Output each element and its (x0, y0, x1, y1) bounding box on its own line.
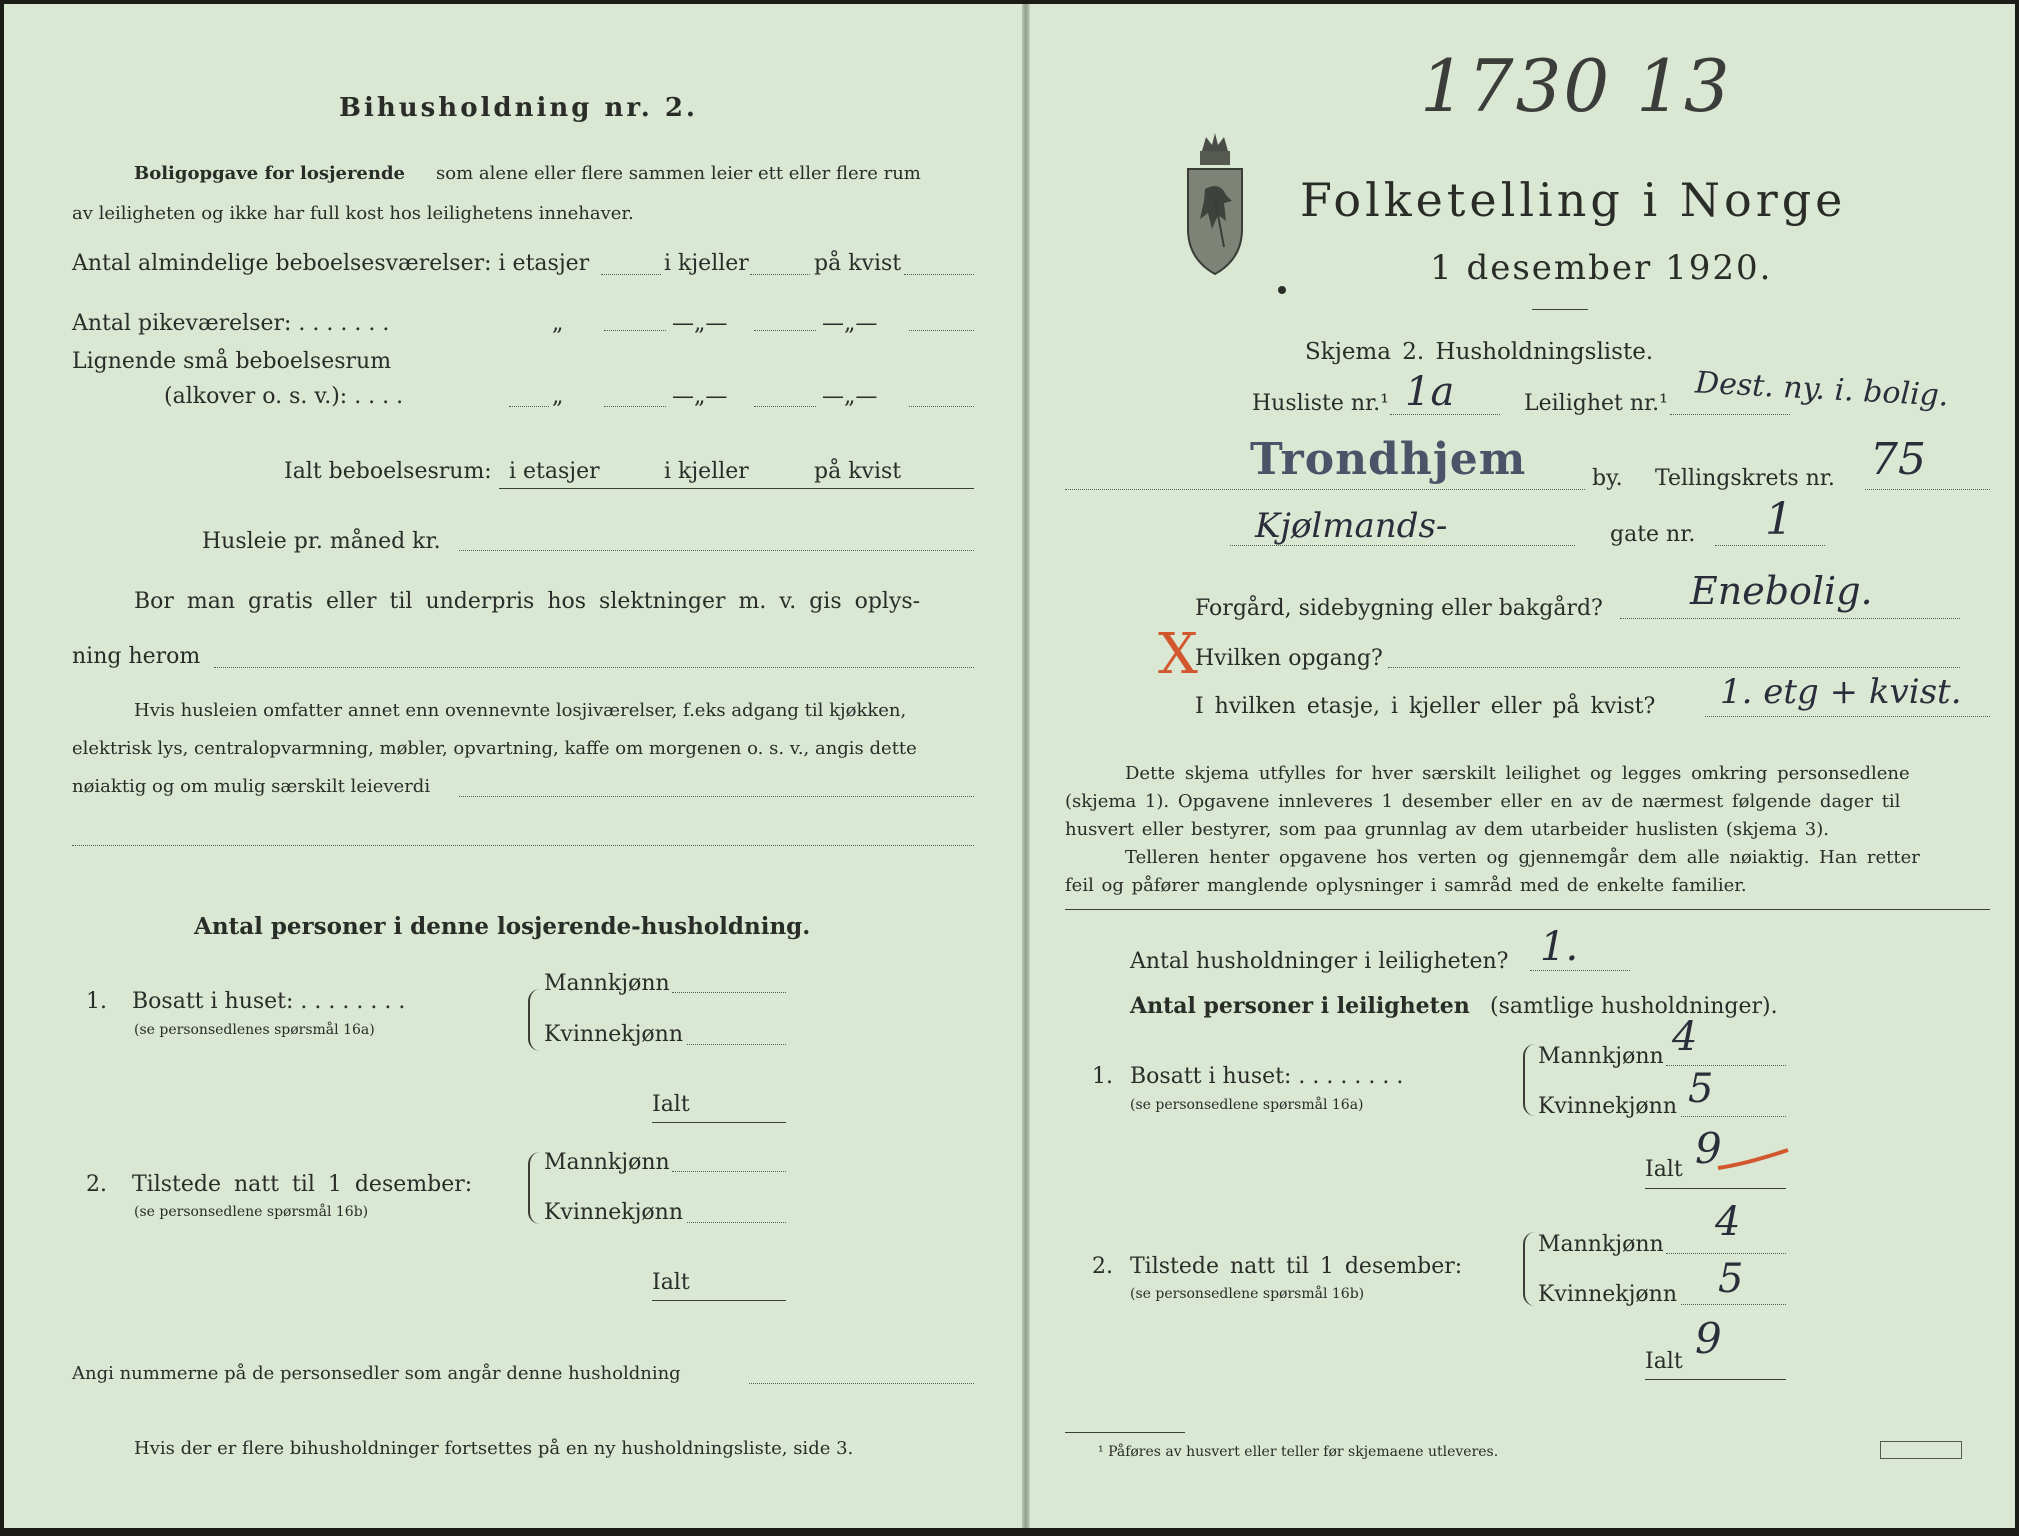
l-q1-brace (528, 989, 540, 1051)
r-q2-ialt-line (1645, 1379, 1786, 1380)
l-q2-note: (se personsedlene spørsmål 16b) (134, 1204, 369, 1220)
ialt-kjeller: i kjeller (664, 459, 749, 484)
census-sheet (4, 4, 2015, 1528)
pike-line-3 (909, 330, 974, 331)
ialt-kvist: på kvist (814, 459, 902, 484)
persons-title: Antal personer i denne losjerende-husholdning. (194, 913, 811, 940)
r-q1-kvinne-line (1681, 1116, 1786, 1117)
rooms-kvist-line (904, 274, 974, 275)
l-q2-kvinne: Kvinnekjønn (544, 1200, 683, 1225)
street-value: Kjølmands- (1255, 506, 1448, 546)
l-q2-mann: Mannkjønn (544, 1150, 670, 1175)
l-q2-brace (528, 1152, 540, 1224)
r-q2-label: Tilstede natt til 1 desember: (1130, 1254, 1463, 1279)
l-q1-ialt: Ialt (652, 1092, 690, 1117)
info-2: (skjema 1). Opgavene innleveres 1 desember eller en av de nærmest følgende dager til (1065, 791, 1901, 812)
l-q1-ialt-line (652, 1122, 786, 1123)
l-q2-label: Tilstede natt til 1 desember: (132, 1172, 473, 1197)
krets-label: Tellingskrets nr. (1655, 466, 1835, 491)
extra-line-2 (72, 845, 974, 846)
rent-line (459, 550, 974, 551)
left-title: Bihusholdning nr. 2. (339, 93, 698, 123)
small-line-3 (909, 406, 974, 407)
intro-rest-2: av leiligheten og ikke har full kost hos leilighetens innehaver. (72, 203, 634, 224)
ialt-rooms-line (499, 488, 974, 489)
left-page (4, 4, 1022, 1528)
small-ditto-3: —„— (822, 384, 878, 409)
gate-line (1715, 545, 1825, 546)
r-q1-note: (se personsedlene spørsmål 16a) (1130, 1097, 1364, 1113)
r-q1-ialt-line (1645, 1188, 1786, 1189)
l-q1-mann-line (672, 992, 786, 993)
l-q2-mann-line (672, 1171, 786, 1172)
l-q1-kvinne-line (687, 1044, 786, 1045)
etasje-label: I hvilken etasje, i kjeller eller på kvist? (1195, 694, 1656, 719)
rooms-label: Antal almindelige beboelsesværelser: i etasjer (72, 251, 590, 276)
r-q1-ialt-value: 9 (1695, 1124, 1722, 1173)
r-q2-mann-label: Mannkjønn (1538, 1232, 1664, 1257)
forgard-label: Forgård, sidebygning eller bakgård? (1195, 596, 1603, 621)
red-check-mark (1716, 1146, 1792, 1172)
forgard-value: Enebolig. (1690, 569, 1873, 613)
persons-rest: (samtlige husholdninger). (1490, 994, 1778, 1019)
ialt-etasjer: i etasjer (509, 459, 600, 484)
info-5: feil og påfører manglende oplysninger i samråd med de enkelte familier. (1065, 875, 1747, 896)
footnote: ¹ Påføres av husvert eller teller før skjemaene utleveres. (1098, 1444, 1499, 1460)
households-line (1530, 970, 1630, 971)
rooms-etasjer-line (601, 274, 661, 275)
l-q1-note: (se personsedlenes spørsmål 16a) (134, 1022, 375, 1038)
extra-1: Hvis husleien omfatter annet enn ovennevnte losjiværelser, f.eks adgang til kjøkken, (134, 700, 907, 721)
intro-rest-1: som alene eller flere sammen leier ett eller flere rum (436, 163, 921, 184)
gratis-2: ning herom (72, 644, 201, 669)
r-q1-mann-value: 4 (1672, 1014, 1698, 1060)
persons-bold: Antal personer i leiligheten (1130, 993, 1470, 1019)
opgang-label: Hvilken opgang? (1195, 646, 1383, 671)
info-4: Telleren henter opgavene hos verten og gjennemgår dem alle nøiaktig. Han retter (1125, 847, 1920, 868)
r-q1-kvinne-value: 5 (1688, 1066, 1714, 1112)
extra-2: elektrisk lys, centralopvarmning, møbler, opvartning, kaffe om morgenen o. s. v., angis dette (72, 738, 917, 759)
printer-mark (1880, 1441, 1962, 1459)
husliste-label: Husliste nr.¹ (1252, 391, 1389, 416)
r-q2-num: 2. (1092, 1254, 1113, 1279)
numbers-label: Angi nummerne på de personsedler som angår denne husholdning (72, 1363, 681, 1384)
pike-ditto: „ (552, 311, 564, 336)
extra-3: nøiaktig og om mulig særskilt leieverdi (72, 776, 431, 797)
rooms-kjeller-line (750, 274, 810, 275)
l-q2-ialt-line (652, 1300, 786, 1301)
small-rooms-2: (alkover o. s. v.): . . . . (164, 384, 404, 409)
r-q1-brace (1523, 1044, 1535, 1116)
handwritten-number: 1730 13 (1420, 44, 1732, 128)
etasje-value: 1. etg + kvist. (1720, 672, 1962, 712)
l-q2-ialt: Ialt (652, 1270, 690, 1295)
r-q2-note: (se personsedlene spørsmål 16b) (1130, 1286, 1365, 1302)
r-q2-kvinne-label: Kvinnekjønn (1538, 1282, 1677, 1307)
pike-ditto-3: —„— (822, 311, 878, 336)
left-footer: Hvis der er flere bihusholdninger fortsettes på en ny husholdningsliste, side 3. (134, 1438, 854, 1459)
r-q2-mann-value: 4 (1715, 1199, 1741, 1245)
krets-value: 75 (1870, 434, 1926, 485)
r-q2-kvinne-line (1681, 1304, 1786, 1305)
small-rooms-1: Lignende små beboelsesrum (72, 349, 392, 374)
r-q2-kvinne-value: 5 (1718, 1256, 1744, 1302)
numbers-line (749, 1383, 974, 1384)
l-q1-label: Bosatt i huset: . . . . . . . . (132, 989, 406, 1014)
right-title: Folketelling i Norge (1300, 173, 1847, 227)
dot-mark (1278, 286, 1286, 294)
pike-label: Antal pikeværelser: . . . . . . . (72, 311, 390, 336)
city-stamp: Trondhjem (1250, 434, 1527, 485)
small-line-2 (754, 406, 816, 407)
right-date: 1 desember 1920. (1430, 248, 1773, 288)
r-q2-brace (1523, 1232, 1535, 1306)
l-q1-mann: Mannkjønn (544, 971, 670, 996)
small-ditto-2: —„— (672, 384, 728, 409)
r-q2-ialt-value: 9 (1695, 1314, 1722, 1363)
pike-ditto-2: —„— (672, 311, 728, 336)
gratis-1: Bor man gratis eller til underpris hos slektninger m. v. gis oplys- (134, 589, 921, 614)
footnote-divider (1065, 1432, 1185, 1433)
l-q1-kvinne: Kvinnekjønn (544, 1022, 683, 1047)
r-q1-kvinne-label: Kvinnekjønn (1538, 1094, 1677, 1119)
husliste-line (1390, 414, 1500, 415)
r-q2-mann-line (1666, 1253, 1786, 1254)
pike-line-1 (604, 330, 666, 331)
leilighet-label: Leilighet nr.¹ (1524, 391, 1668, 416)
ialt-rooms-label: Ialt beboelsesrum: (284, 459, 492, 484)
info-1: Dette skjema utfylles for hver særskilt leilighet og legges omkring personsedlene (1125, 763, 1910, 784)
coat-of-arms-icon (1180, 129, 1250, 279)
etasje-line (1705, 716, 1990, 717)
husliste-value: 1a (1405, 369, 1455, 415)
by-label: by. (1592, 466, 1623, 491)
leilighet-value: Dest. ny. i. bolig. (1694, 365, 1950, 414)
intro-bold: Boligopgave for losjerende (134, 163, 406, 184)
opgang-line (1388, 667, 1960, 668)
street-line (1230, 545, 1575, 546)
r-q1-mann-label: Mannkjønn (1538, 1044, 1664, 1069)
info-3: husvert eller bestyrer, som paa grunnlag av dem utarbeider huslisten (skjema 3). (1065, 819, 1829, 840)
info-divider (1065, 909, 1990, 910)
l-q1-num: 1. (86, 989, 107, 1014)
r-q1-num: 1. (1092, 1064, 1113, 1089)
rent-label: Husleie pr. måned kr. (202, 529, 441, 554)
leilighet-line (1670, 414, 1790, 415)
pike-line-2 (754, 330, 816, 331)
gratis-line (214, 667, 974, 668)
r-q1-ialt-label: Ialt (1645, 1157, 1683, 1182)
small-line-1 (604, 406, 666, 407)
right-page (1030, 4, 2015, 1528)
page-fold (1022, 4, 1030, 1528)
rooms-kvist: på kvist (814, 251, 902, 276)
krets-line (1865, 489, 1990, 490)
gate-value: 1 (1765, 494, 1793, 545)
opgang-mark: X (1158, 622, 1198, 687)
small-ditto: „ (552, 384, 564, 409)
small-line-0 (509, 406, 549, 407)
l-q2-num: 2. (86, 1172, 107, 1197)
households-value: 1. (1540, 924, 1579, 970)
l-q2-kvinne-line (687, 1222, 786, 1223)
schema-label: Skjema 2. Husholdningsliste. (1305, 339, 1654, 365)
r-q1-mann-line (1666, 1065, 1786, 1066)
households-label: Antal husholdninger i leiligheten? (1130, 949, 1509, 974)
title-divider (1532, 309, 1588, 310)
city-line (1065, 489, 1585, 490)
r-q1-label: Bosatt i huset: . . . . . . . . (1130, 1064, 1404, 1089)
forgard-line (1620, 618, 1960, 619)
extra-line (459, 796, 974, 797)
gate-label: gate nr. (1610, 522, 1696, 547)
r-q2-ialt-label: Ialt (1645, 1349, 1683, 1374)
rooms-kjeller: i kjeller (664, 251, 749, 276)
